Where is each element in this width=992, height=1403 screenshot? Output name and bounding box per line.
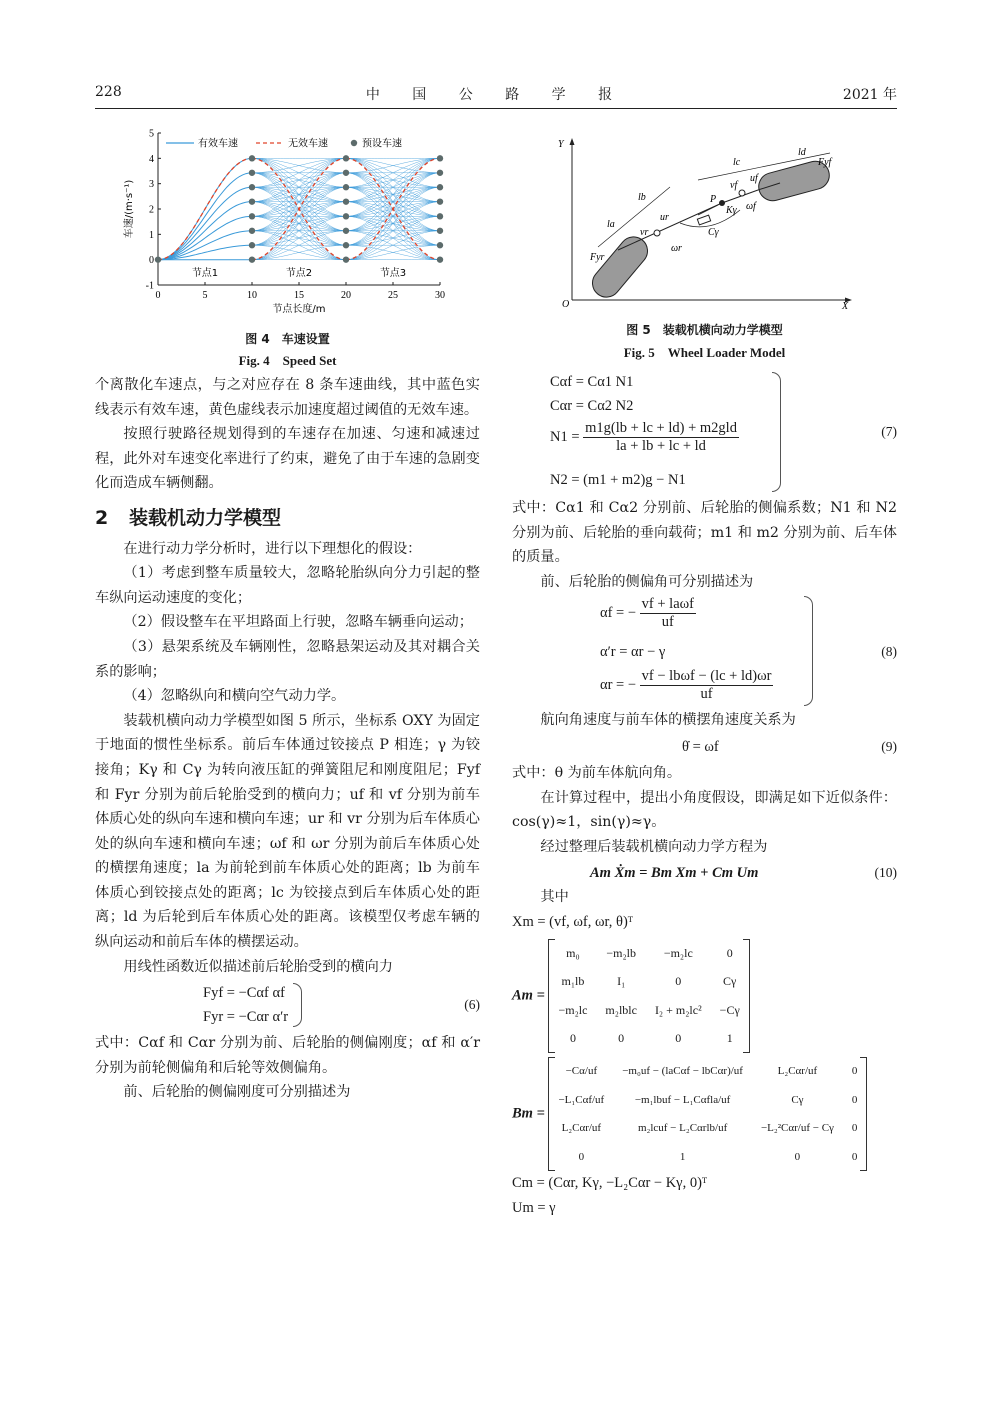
y-axis-label: Y [558, 139, 564, 150]
eq7-line4: N2 = (m1 + m2)g − N1 [550, 472, 686, 488]
hinge-P [719, 200, 725, 206]
numerator: vf − lbωf − (lc + ld)ωr [641, 668, 772, 685]
paragraph: 前、后轮胎的侧偏刚度可分别描述为 [123, 1084, 351, 1101]
y-arrow [570, 138, 575, 145]
section-heading [95, 506, 480, 531]
bm-cell: −m₀uf − (laCαf − lbCαr)/uf [622, 1064, 743, 1077]
x-tick-label: 15 [294, 290, 304, 301]
bm-matrix-eq [512, 1057, 897, 1171]
right-column [512, 368, 897, 1220]
label-P: P [710, 194, 717, 205]
am-cell: 0 [675, 974, 682, 989]
figure-4-caption-cn: 图 4 车速设置 [245, 332, 330, 346]
eq6-line1: Fyf = −Cαf αf [203, 985, 285, 1002]
equation-8 [512, 594, 897, 708]
bm-cell: 0 [851, 1150, 858, 1163]
preset-speed-point [249, 170, 255, 176]
preset-speed-point [343, 170, 349, 176]
denominator: la + lb + lc + ld [616, 438, 706, 454]
am-cell: I₂ + m₂lc² [654, 1002, 702, 1017]
am-cell: m₀ [566, 945, 580, 960]
paragraph: 经过整理后装载机横向动力学方程为 [540, 838, 768, 855]
am-cell: 0 [675, 1031, 682, 1046]
y-tick-label: 3 [149, 179, 154, 191]
paragraph: 在计算过程中，提出小角度假设，即满足如下近似条件：cos(γ)≈1，sin(γ)≈γ。 [512, 789, 897, 831]
section-title: 装载机动力学模型 [129, 506, 282, 529]
equation-9 [512, 733, 897, 761]
valid-speed-line [158, 202, 252, 260]
eq7-line2: Cαr = Cα2 N2 [550, 398, 634, 414]
paragraph: 按照行驶路径规划得到的车速存在加速、匀速和减速过程，此外对车速变化率进行了约束，避免了由于车速的急剧变化而造成车辆侧翻。 [95, 426, 480, 492]
figure-4-caption-en: Fig. 4 Speed Set [238, 353, 337, 368]
preset-speed-point [343, 242, 349, 248]
label-vr: vr [640, 227, 649, 238]
origin-label: O [562, 299, 570, 310]
bm-cell: 0 [851, 1122, 858, 1135]
x-tick-label: 5 [202, 290, 208, 301]
preset-speed-point [437, 184, 443, 190]
eq10-text: Am Ẋm = Bm Xm + Cm Um [590, 865, 759, 882]
y-axis-label: 车速/(m·s⁻¹) [124, 179, 135, 239]
paragraph: 其中 [540, 889, 569, 906]
am-row [549, 939, 748, 968]
bm-cell: 0 [851, 1093, 858, 1106]
preset-speed-point [437, 242, 443, 248]
preset-speed-point [437, 198, 443, 204]
um-definition: Um = γ [512, 1199, 556, 1216]
valid-speed-line [158, 187, 252, 260]
bm-label: Bm = [512, 1105, 545, 1122]
paragraph: 装载机横向动力学模型如图 5 所示，坐标系 OXY 为固定于地面的惯性坐标系。前后车体通过铰接点 P 相连；γ 为铰接角；Kγ 和 Cγ 为转向液压缸的弹簧阻尼和刚度阻尼；Fyf 和 Fyr 分别为前后轮胎受到的横向力；uf 和 vf 分别为前车体质心处的纵向车速和横向车速；ur 和 vr 分别为后车体质心处的纵向车速和横向车速；ωf 和 ωr 分别为前后车体质心处的横摆角速度；la 为前轮到前车体质心处的距离；lb 为前车体质心到铰接点处的距离；lc 为铰接点到后车体质心处的距离；ld 为后轮到后车体质心处的距离。该模型仅考虑车辆的纵向运动和前后车体的横摆运动。 [95, 712, 480, 951]
legend-invalid-label: 无效车速 [288, 138, 328, 150]
eq7-line1: Cαf = Cα1 N1 [550, 374, 634, 390]
legend-valid-label: 有效车速 [198, 138, 238, 150]
equation-6 [95, 979, 480, 1031]
x-tick-label: 0 [155, 290, 161, 301]
am-cell: m₂lblc [605, 1002, 637, 1017]
am-cell: −m₂lc [663, 945, 693, 960]
am-cell: 0 [726, 945, 733, 960]
eq8-fraction1 [640, 596, 696, 631]
valid-speed-line [252, 158, 346, 231]
assumption-2: （2）假设整车在平坦路面上行驶，忽略车辆垂向运动； [123, 614, 473, 631]
eq9-number: (9) [881, 738, 897, 754]
figure-5 [550, 135, 860, 310]
bm-cell: L₂Cαr/uf [561, 1122, 602, 1135]
eq6-number: (6) [464, 997, 480, 1013]
assumption-1: （1）考虑到整车质量较大，忽略轮胎纵向分力引起的整车纵向运动速度的变化； [95, 565, 480, 606]
bm-cell: m₂lcuf − L₂Cαrlb/uf [637, 1122, 728, 1135]
am-row [549, 1024, 748, 1053]
am-cell: m₁lb [561, 974, 585, 989]
bm-matrix [548, 1057, 867, 1171]
label-la: la [607, 219, 615, 230]
bm-cell: −L₁Cαf/uf [558, 1093, 605, 1106]
eq10-number: (10) [874, 865, 897, 881]
label-lb: lb [638, 192, 646, 203]
publication-year: 2021 年 [842, 87, 897, 103]
x-tick-label: 30 [435, 290, 445, 301]
invalid-speed-line [158, 158, 252, 259]
node-label: 节点3 [379, 268, 407, 280]
figure-4 [110, 125, 460, 325]
preset-speed-point [343, 184, 349, 190]
y-tick-label: 1 [149, 229, 154, 241]
bm-cell: 0 [794, 1150, 801, 1163]
y-tick-label: 5 [149, 128, 154, 140]
eq8-line3 [600, 668, 773, 703]
valid-speed-line [346, 158, 440, 201]
label-wf: ωf [746, 201, 756, 212]
journal-title: 中 国 公 路 学 报 [365, 87, 627, 103]
preset-speed-point [437, 170, 443, 176]
preset-speed-point [437, 228, 443, 234]
preset-speed-point [249, 213, 255, 219]
am-row [549, 996, 748, 1025]
preset-speed-point [249, 256, 255, 262]
equation-7 [512, 368, 897, 496]
y-tick-label: 0 [149, 255, 154, 267]
eq8-lhs1: αf = − [600, 605, 637, 622]
x-tick-label: 10 [247, 290, 257, 301]
label-Fyr: Fyr [590, 252, 605, 263]
y-tick-label: 4 [149, 153, 154, 165]
label-wr: ωr [671, 243, 682, 254]
preset-speed-point [249, 184, 255, 190]
label-vf: vf [730, 180, 738, 191]
preset-speed-point [437, 155, 443, 161]
paragraph: 式中：Cα1 和 Cα2 分别前、后轮胎的侧偏系数；N1 和 N2 分别为前、后轮胎的垂向载荷；m1 和 m2 分别为前、后车体的质量。 [512, 500, 897, 566]
bm-cell: 0 [851, 1064, 858, 1077]
assumption-4: （4）忽略纵向和横向空气动力学。 [123, 688, 346, 705]
label-Cy: Cγ [708, 227, 719, 238]
valid-speed-line [252, 158, 346, 201]
paragraph: 式中：θ 为前车体航向角。 [512, 764, 682, 781]
node-label: 节点2 [285, 268, 313, 280]
preset-speed-point [343, 256, 349, 262]
eq7-number: (7) [881, 424, 897, 439]
preset-speed-point [249, 242, 255, 248]
preset-speed-point [155, 256, 161, 262]
eq7-line3 [550, 420, 739, 455]
paragraph: 航向角速度与前车体的横摆角速度关系为 [540, 712, 796, 729]
numerator: vf + laωf [641, 596, 694, 613]
preset-speed-point [343, 228, 349, 234]
preset-speed-point [343, 198, 349, 204]
figure-5-caption-en: Fig. 5 Wheel Loader Model [623, 345, 786, 360]
preset-speed-point [437, 256, 443, 262]
bm-cell: 1 [679, 1150, 686, 1163]
denominator: uf [661, 614, 674, 631]
label-ld: ld [798, 147, 806, 158]
x-axis-label: 节点长度/m [272, 304, 326, 315]
paragraph: 个离散化车速点，与之对应存在 8 条车速曲线，其中蓝色实线表示有效车速，黄色虚线表示加速度超过阈值的无效车速。 [95, 377, 480, 418]
paragraph: 在进行动力学分析时，进行以下理想化的假设： [123, 540, 422, 557]
preset-speed-point [343, 213, 349, 219]
preset-speed-point [343, 155, 349, 161]
am-matrix [548, 939, 749, 1053]
eq8-line1 [600, 596, 696, 631]
am-cell: I₁ [617, 974, 626, 989]
bm-cell: −L₂²Cαr/uf − Cγ [760, 1122, 834, 1135]
denominator: uf [700, 686, 713, 703]
am-label: Am = [512, 987, 545, 1004]
preset-speed-point [249, 155, 255, 161]
valid-speed-line [158, 173, 252, 260]
y-tick-label: -1 [145, 280, 154, 292]
am-cell: −Cγ [719, 1002, 740, 1017]
legend-preset-label: 预设车速 [362, 138, 402, 150]
valid-speed-line [346, 158, 440, 231]
eq8-fraction3 [640, 668, 774, 703]
valid-speed-line [346, 216, 440, 259]
preset-speed-point [249, 198, 255, 204]
bm-row [549, 1086, 866, 1115]
label-ur: ur [660, 212, 669, 223]
label-Fyf: Fyf [818, 157, 832, 168]
figure-5-caption-cn: 图 5 装载机横向动力学模型 [626, 323, 783, 337]
assumption-3: （3）悬架系统及车辆刚性，忽略悬架运动及其对耦合关系的影响； [95, 638, 480, 680]
legend-preset-swatch [351, 140, 357, 146]
page-header [95, 82, 897, 109]
x-tick-label: 25 [388, 290, 398, 301]
label-lc: lc [733, 157, 741, 168]
speed-chart [110, 125, 460, 325]
xm-definition: Xm = (vf, ωf, ωr, θ)ᵀ [512, 913, 634, 930]
rear-body [587, 231, 653, 303]
eq7-lhs: N1 = [550, 428, 580, 445]
bm-cell: Cγ [791, 1093, 804, 1106]
eq7-fraction [583, 420, 739, 455]
wheel-loader-diagram [550, 135, 860, 310]
am-cell: −m₂lc [558, 1002, 588, 1017]
valid-speed-line [252, 187, 346, 260]
page-number: 228 [95, 84, 122, 100]
eq8-line2: α′r = αr − γ [600, 644, 666, 661]
paragraph: 前、后轮胎的侧偏角可分别描述为 [540, 573, 754, 590]
numerator: m1g(lb + lc + ld) + m2gld [585, 420, 737, 436]
y-tick-label: 2 [149, 204, 154, 216]
eq8-lhs3: αr = − [600, 677, 637, 694]
label-uf: uf [750, 173, 758, 184]
eq9-text: θ̇ = ωf [682, 738, 719, 755]
left-column [95, 373, 480, 1105]
label-Ky: Kγ [726, 205, 737, 216]
bm-row [549, 1114, 866, 1143]
eq8-number: (8) [881, 644, 897, 660]
am-cell: 0 [569, 1031, 576, 1046]
eq6-line2: Fyr = −Cαr α′r [203, 1009, 289, 1026]
am-matrix-eq [512, 939, 897, 1053]
bm-cell: −Cα/uf [565, 1064, 598, 1077]
paragraph: 用线性函数近似描述前后轮胎受到的横向力 [123, 958, 393, 975]
section-number: 2 [95, 506, 109, 529]
valid-speed-line [252, 216, 346, 259]
paragraph: 式中：Cαf 和 Cαr 分别为前、后轮胎的侧偏刚度；αf 和 α′r 分别为前轮侧偏角和后轮等效侧偏角。 [95, 1035, 480, 1076]
am-cell: 0 [618, 1031, 625, 1046]
am-cell: Cγ [723, 974, 737, 989]
preset-speed-point [249, 228, 255, 234]
bm-row [549, 1057, 866, 1086]
x-tick-label: 20 [341, 290, 351, 301]
preset-speed-point [437, 213, 443, 219]
bm-cell: L₂Cαr/uf [777, 1064, 818, 1077]
bm-cell: 0 [578, 1150, 585, 1163]
node-label: 节点1 [191, 268, 219, 280]
equation-10 [512, 859, 897, 885]
am-row [549, 967, 748, 996]
x-axis-label: X [842, 301, 849, 310]
bm-cell: −m₁lbuf − L₁Cαfla/uf [634, 1093, 731, 1106]
bm-row [549, 1143, 866, 1172]
valid-speed-line [346, 187, 440, 260]
cm-definition: Cm = (Cαr, Kγ, −L₂Cαr − Kγ, 0)ᵀ [512, 1175, 708, 1192]
am-cell: 1 [726, 1031, 733, 1046]
am-cell: −m₂lb [606, 945, 636, 960]
